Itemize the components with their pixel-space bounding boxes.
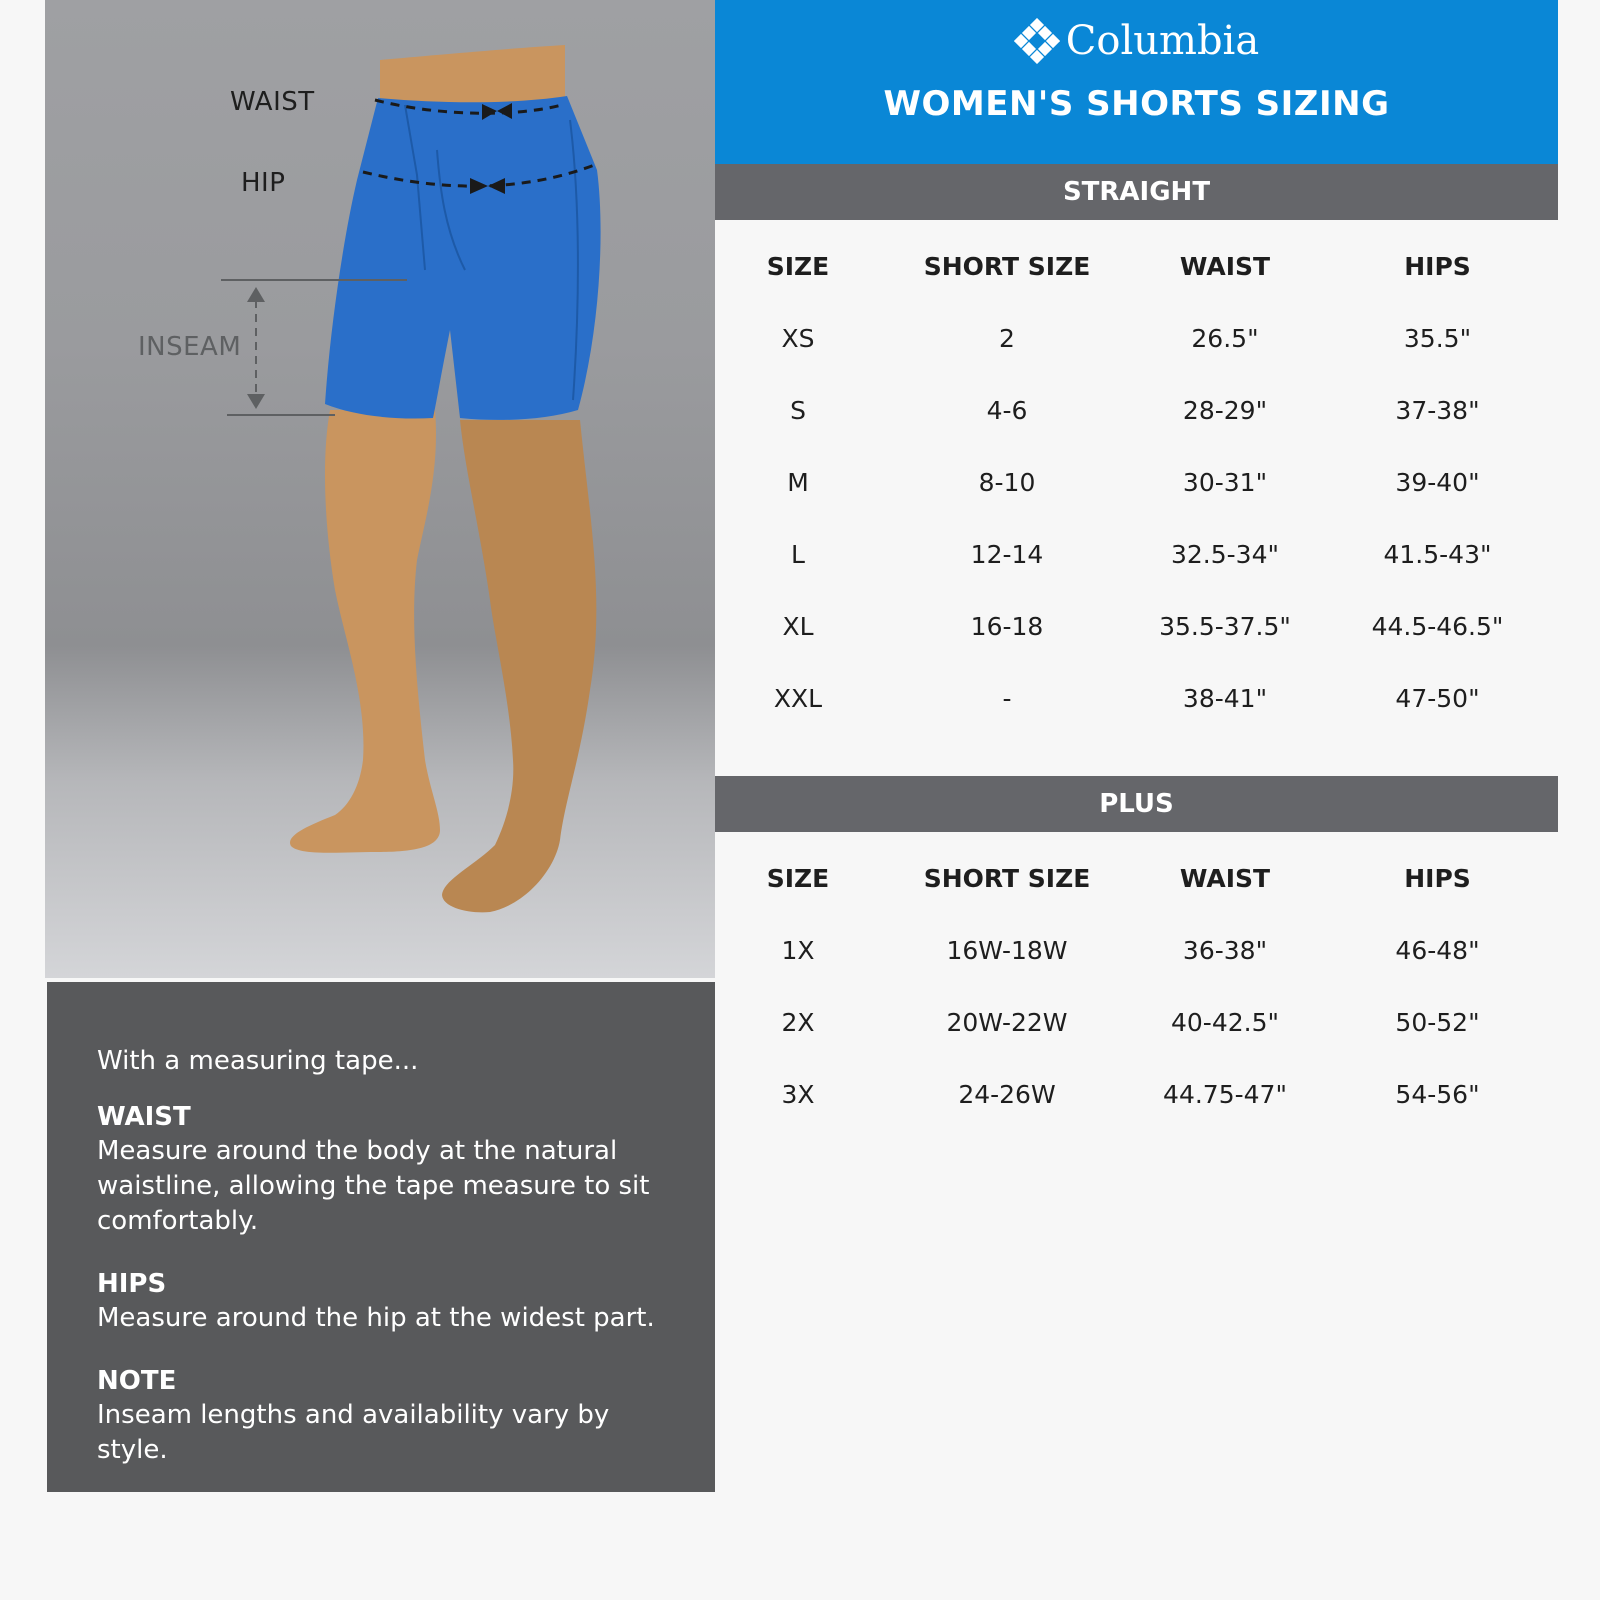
waist-instruction (97, 1100, 675, 1239)
back-leg (442, 420, 596, 912)
column-header-hips: HIPS (1404, 863, 1471, 893)
table-row (715, 302, 1558, 374)
inseam-label: INSEAM (138, 332, 242, 362)
size-cell: XL (782, 611, 814, 641)
hips-instruction-heading: HIPS (97, 1269, 167, 1299)
waist-label: WAIST (230, 87, 315, 117)
table-row (715, 518, 1558, 590)
shorts (325, 96, 601, 420)
column-header-short-size: SHORT SIZE (923, 251, 1091, 281)
brand-name: Columbia (1065, 18, 1260, 64)
waist-cell: 38-41" (1182, 683, 1268, 713)
hips-cell: 46-48" (1395, 935, 1480, 965)
waist-cell: 32.5-34" (1171, 539, 1279, 569)
column-header-short-size: SHORT SIZE (923, 863, 1091, 893)
size-cell: XS (781, 323, 815, 353)
brand-logo (715, 18, 1558, 64)
table-row (715, 446, 1558, 518)
waist-cell: 26.5" (1191, 323, 1259, 353)
plus-section-title: PLUS (715, 776, 1558, 832)
table-row (715, 1058, 1558, 1130)
hip-label: HIP (241, 168, 286, 198)
waist-cell: 40-42.5" (1171, 1007, 1279, 1037)
table-row (715, 590, 1558, 662)
short-size-cell: 20W-22W (946, 1007, 1068, 1037)
hips-cell: 35.5" (1403, 323, 1472, 353)
hips-cell: 47-50" (1395, 683, 1480, 713)
size-cell: M (787, 467, 809, 497)
size-cell: 3X (781, 1079, 815, 1109)
hips-cell: 50-52" (1395, 1007, 1480, 1037)
torso (380, 45, 565, 106)
table-row (715, 914, 1558, 986)
size-cell: L (791, 539, 805, 569)
straight-section-title: STRAIGHT (715, 164, 1558, 220)
short-size-cell: 16-18 (970, 611, 1044, 641)
size-cell: XXL (773, 683, 823, 713)
note-instruction (97, 1364, 675, 1468)
short-size-cell: 16W-18W (946, 935, 1068, 965)
table-row (715, 986, 1558, 1058)
chart-header (715, 0, 1558, 164)
hips-instruction (97, 1267, 675, 1336)
column-header-waist: WAIST (1179, 251, 1271, 281)
table-header-row (715, 842, 1558, 914)
size-cell: 2X (781, 1007, 815, 1037)
note-text: Inseam lengths and availability vary by style. (97, 1400, 610, 1465)
short-size-cell: - (1002, 683, 1012, 713)
short-size-cell: 24-26W (958, 1079, 1056, 1109)
front-leg (290, 410, 440, 853)
page-title: WOMEN'S SHORTS SIZING (883, 84, 1390, 124)
hips-cell: 54-56" (1395, 1079, 1480, 1109)
short-size-cell: 4-6 (986, 395, 1028, 425)
waist-instruction-heading: WAIST (97, 1102, 191, 1132)
table-row (715, 662, 1558, 734)
hips-cell: 37-38" (1395, 395, 1480, 425)
hips-cell: 41.5-43" (1383, 539, 1492, 569)
columbia-diamond-icon (1014, 18, 1060, 64)
waist-cell: 44.75-47" (1163, 1079, 1287, 1109)
waist-instruction-text: Measure around the body at the natural waistline, allowing the tape measure to sit comfortably. (97, 1136, 650, 1236)
note-heading: NOTE (97, 1366, 177, 1396)
waist-cell: 28-29" (1182, 395, 1268, 425)
short-size-cell: 12-14 (970, 539, 1044, 569)
waist-cell: 35.5-37.5" (1159, 611, 1291, 641)
hips-cell: 39-40" (1395, 467, 1480, 497)
size-cell: 1X (781, 935, 815, 965)
measuring-instructions (47, 982, 715, 1492)
hips-cell: 44.5-46.5" (1371, 611, 1504, 641)
short-size-cell: 2 (999, 323, 1015, 353)
waist-cell: 30-31" (1182, 467, 1268, 497)
column-header-waist: WAIST (1179, 863, 1271, 893)
table-row (715, 374, 1558, 446)
size-cell: S (790, 395, 806, 425)
plus-size-table (715, 842, 1558, 1130)
straight-size-table (715, 230, 1558, 734)
measurement-diagram (45, 0, 715, 978)
instructions-intro: With a measuring tape... (97, 1046, 419, 1076)
table-header-row (715, 230, 1558, 302)
column-header-size: SIZE (766, 863, 830, 893)
column-header-hips: HIPS (1404, 251, 1471, 281)
legs-shorts-illustration (45, 0, 715, 978)
waist-cell: 36-38" (1182, 935, 1268, 965)
hips-instruction-text: Measure around the hip at the widest part. (97, 1303, 655, 1333)
column-header-size: SIZE (766, 251, 830, 281)
short-size-cell: 8-10 (978, 467, 1036, 497)
